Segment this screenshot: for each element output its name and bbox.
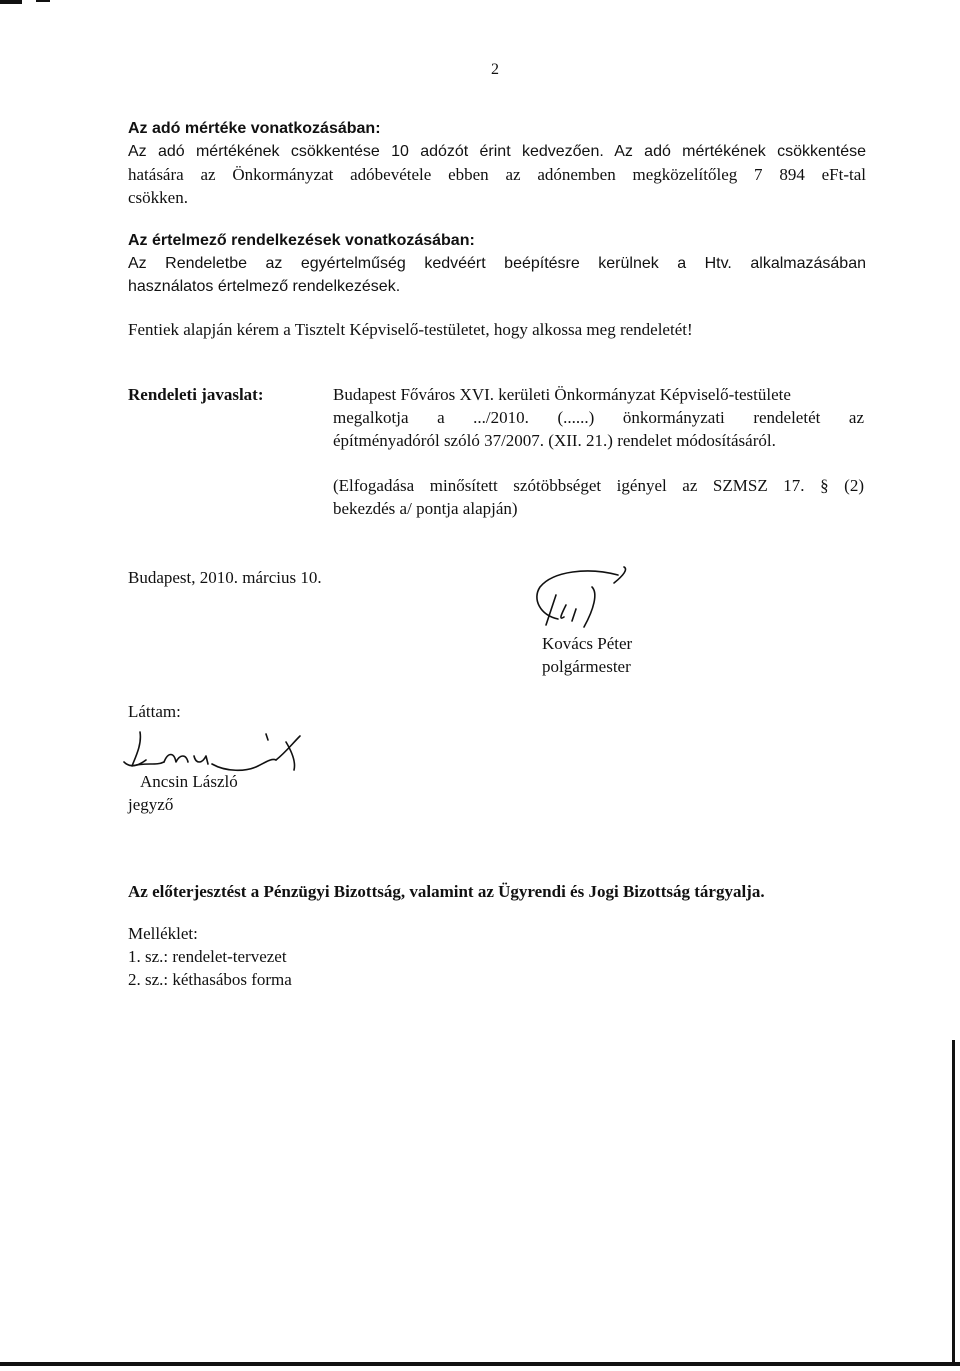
attachment-item: 1. sz.: rendelet-tervezet	[128, 947, 287, 966]
proposal-line: megalkotja a .../2010. (......) önkormányzati rendeletét az	[333, 408, 864, 427]
section-definitions-line: használatos értelmező rendelkezések.	[128, 278, 401, 295]
section-definitions	[128, 229, 866, 298]
scan-corner-mark	[0, 0, 22, 4]
section-definitions-line: Az Rendeletbe az egyértelműség kedvéért beépítésre kerülnek a Htv. alkalmazásában	[128, 255, 866, 272]
section-rate	[128, 117, 866, 209]
proposal-note	[333, 474, 864, 520]
section-rate-line: csökken.	[128, 188, 188, 207]
proposal-text	[333, 383, 864, 452]
attachments	[128, 922, 292, 991]
proposal-line: Budapest Főváros XVI. kerületi Önkormányzat Képviselő-testülete	[333, 385, 791, 404]
section-rate-line: hatására az Önkormányzat adóbevétele ebben az adónemben megközelítőleg 7 894 eFt-tal	[128, 165, 866, 184]
request-line: Fentiek alapján kérem a Tisztelt Képviselő-testületet, hogy alkossa meg rendeletét!	[128, 320, 693, 339]
proposal-note-line: (Elfogadása minősített szótöbbséget igényel az SZMSZ 17. § (2)	[333, 476, 864, 495]
section-rate-line: Az adó mértékének csökkentése 10 adózót érint kedvezően. Az adó mértékének csökkentése	[128, 143, 866, 160]
proposal-note-line: bekezdés a/ pontja alapján)	[333, 499, 518, 518]
seen-label: Láttam:	[128, 702, 181, 721]
notary-name: Ancsin László	[140, 772, 238, 791]
mayor-name: Kovács Péter	[542, 634, 633, 653]
mayor-signature	[528, 565, 668, 635]
page-number: 2	[491, 61, 499, 78]
page-edge	[0, 1362, 960, 1366]
attachments-label: Melléklet:	[128, 924, 198, 943]
scan-corner-mark	[36, 0, 50, 2]
section-rate-heading: Az adó mértéke vonatkozásában:	[128, 120, 381, 137]
attachment-item: 2. sz.: kéthasábos forma	[128, 970, 292, 989]
proposal-line: építményadóról szóló 37/2007. (XII. 21.) rendelet módosításáról.	[333, 431, 776, 450]
committee-line: Az előterjesztést a Pénzügyi Bizottság, valamint az Ügyrendi és Jogi Bizottság tárgyalja.	[128, 882, 765, 901]
page-edge	[952, 1040, 955, 1366]
mayor-title: polgármester	[542, 657, 631, 676]
notary-title: jegyző	[128, 795, 174, 814]
date-line: Budapest, 2010. március 10.	[128, 568, 322, 587]
section-definitions-heading: Az értelmező rendelkezések vonatkozásában:	[128, 232, 475, 249]
proposal-label: Rendeleti javaslat:	[128, 385, 264, 404]
